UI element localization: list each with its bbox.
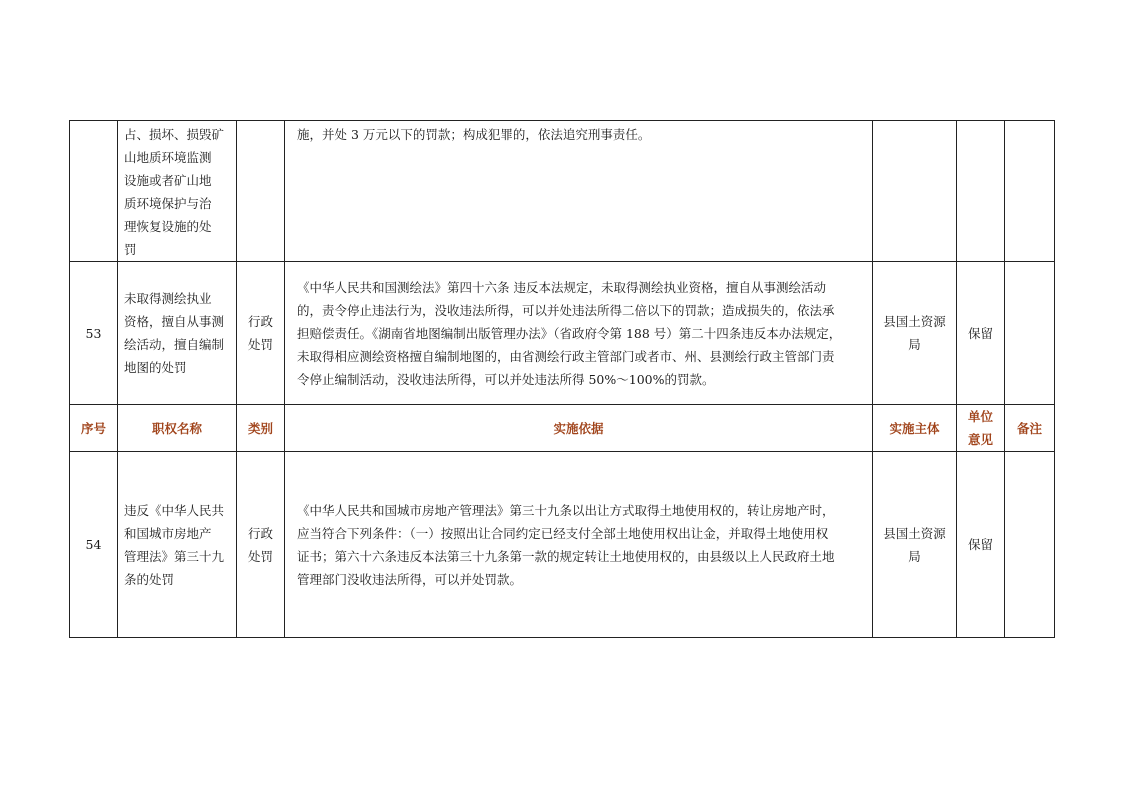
remark [1005, 452, 1055, 638]
header-body: 实施主体 [873, 405, 957, 452]
category-line: 行政 [247, 314, 273, 329]
category [237, 121, 285, 262]
implementing-body [873, 452, 957, 638]
category-line: 处罚 [247, 548, 273, 564]
category [237, 452, 285, 638]
header-row [70, 405, 1055, 452]
name-line: 占、损坏、损毁矿 [124, 127, 225, 142]
table-row [70, 452, 1055, 638]
header-name: 职权名称 [118, 405, 237, 452]
basis-line: 担赔偿责任。《湖南省地图编制出版管理办法》（省政府令第 188 号）第二十四条违反本办法规定， [297, 325, 842, 341]
basis-line: 的，责令停止违法行为，没收违法所得，可以并处违法所得二倍以下的罚款；造成损失的，依法承 [297, 302, 835, 318]
name-line: 和国城市房地产 [124, 525, 212, 541]
category-line: 行政 [247, 525, 273, 541]
name-line: 质环境保护与治 [124, 196, 212, 211]
authority-table [69, 120, 1055, 638]
name-line: 管理法》第三十九 [124, 548, 225, 564]
basis-line: 管理部门没收违法所得，可以并处罚款。 [297, 571, 523, 587]
row-number [70, 121, 118, 262]
header-number: 序号 [70, 405, 118, 452]
name-line: 地图的处罚 [124, 360, 187, 375]
basis-line: 未取得相应测绘资格擅自编制地图的，由省测绘行政主管部门或者市、州、县测绘行政主管部门责 [297, 348, 835, 364]
body-line: 县国土资源 [883, 525, 946, 541]
name-line: 山地质环境监测 [124, 150, 212, 165]
table-row [70, 262, 1055, 405]
name-line: 罚 [124, 242, 137, 257]
name-line: 设施或者矿山地 [124, 173, 212, 188]
name-line: 未取得测绘执业 [124, 291, 212, 306]
header-remark: 备注 [1005, 405, 1055, 452]
unit-opinion: 保留 [957, 452, 1005, 638]
basis-line: 应当符合下列条件：（一）按照出让合同约定已经支付全部土地使用权出让金，并取得土地使用权 [297, 525, 829, 541]
header-category: 类别 [237, 405, 285, 452]
authority-name [118, 121, 237, 262]
category-line: 处罚 [247, 337, 273, 352]
name-line: 资格，擅自从事测 [124, 314, 225, 329]
header-opinion-line: 单位 [967, 409, 993, 424]
legal-basis [285, 262, 873, 405]
legal-basis [285, 121, 873, 262]
basis-line: 《中华人民共和国城市房地产管理法》第三十九条以出让方式取得土地使用权的，转让房地产时， [297, 502, 835, 518]
basis-line: 令停止编制活动，没收违法所得，可以并处违法所得 50%～100%的罚款。 [297, 371, 715, 387]
header-opinion-line: 意见 [967, 432, 993, 447]
authority-name [118, 452, 237, 638]
basis-line: 《中华人民共和国测绘法》第四十六条 违反本法规定，未取得测绘执业资格，擅自从事测绘活动 [297, 279, 826, 295]
legal-basis [285, 452, 873, 638]
name-line: 条的处罚 [124, 571, 175, 587]
name-line: 理恢复设施的处 [124, 219, 212, 234]
unit-opinion: 保留 [957, 262, 1005, 405]
unit-opinion [957, 121, 1005, 262]
body-line: 县国土资源 [883, 314, 946, 329]
header-opinion [957, 405, 1005, 452]
table-row [70, 121, 1055, 262]
name-line: 绘活动，擅自编制 [124, 337, 225, 352]
implementing-body [873, 121, 957, 262]
row-number: 54 [70, 452, 118, 638]
body-line: 局 [908, 548, 921, 564]
basis-line: 施，并处 3 万元以下的罚款；构成犯罪的，依法追究刑事责任。 [297, 127, 651, 142]
category [237, 262, 285, 405]
implementing-body [873, 262, 957, 405]
authority-name [118, 262, 237, 405]
row-number: 53 [70, 262, 118, 405]
body-line: 局 [908, 337, 921, 352]
name-line: 违反《中华人民共 [124, 502, 225, 518]
header-basis: 实施依据 [285, 405, 873, 452]
remark [1005, 121, 1055, 262]
remark [1005, 262, 1055, 405]
basis-line: 证书；第六十六条违反本法第三十九条第一款的规定转让土地使用权的，由县级以上人民政府土地 [297, 548, 835, 564]
